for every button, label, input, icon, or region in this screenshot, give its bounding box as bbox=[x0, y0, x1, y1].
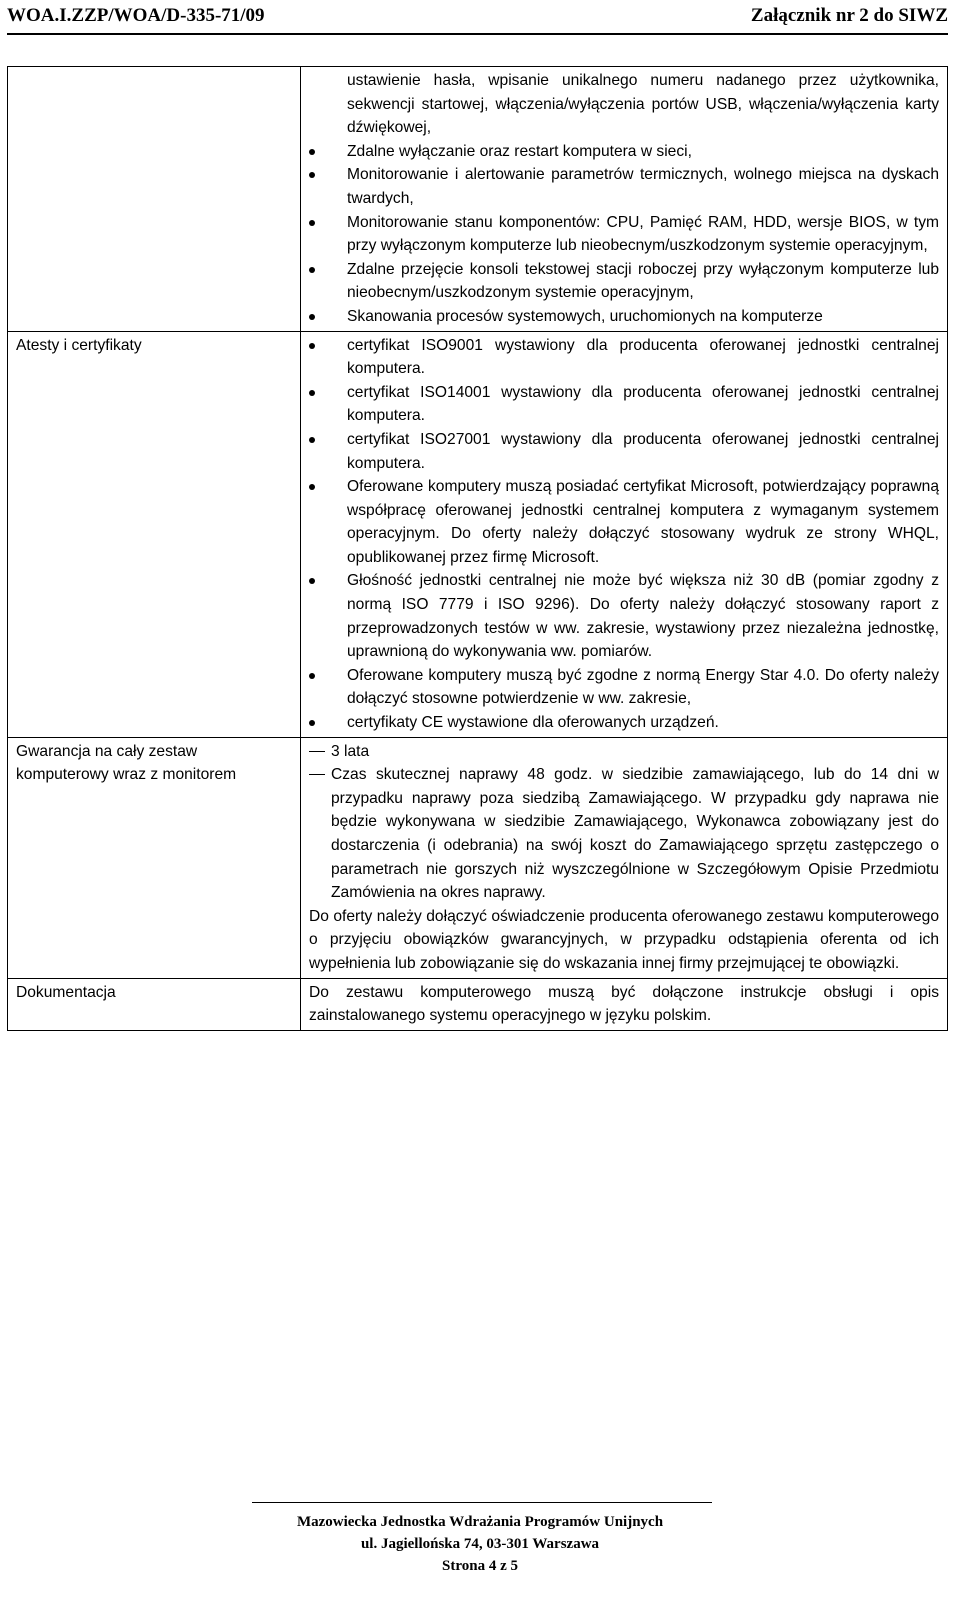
header-divider bbox=[7, 33, 948, 35]
footer-address: ul. Jagiellońska 74, 03-301 Warszawa bbox=[360, 1536, 600, 1552]
specification-table bbox=[7, 66, 948, 1031]
bullet-icon bbox=[309, 267, 315, 273]
bullet-icon bbox=[309, 673, 315, 679]
list-item: certyfikaty CE wystawione dla oferowanych urządzeń. bbox=[309, 711, 939, 735]
bullet-icon bbox=[309, 220, 315, 226]
bullet-icon bbox=[309, 484, 315, 490]
row-label: Atesty i certyfikaty bbox=[8, 331, 301, 737]
list-item: Skanowania procesów systemowych, uruchomionych na komputerze bbox=[309, 305, 939, 329]
table-row bbox=[8, 737, 948, 978]
row-value bbox=[301, 978, 948, 1030]
documentation-text: Do zestawu komputerowego muszą być dołączone instrukcje obsługi i opis zainstalowanego systemu operacyjnego w języku polskim. bbox=[309, 983, 939, 1025]
list-item: Czas skutecznej naprawy 48 godz. w siedzibie zamawiającego, lub do 14 dni w przypadku naprawy poza siedzibą Zamawiającego. W przypadku gdy naprawa nie będzie wykonywana w siedzibie Zamawiającego, Wykonawca zobowiązany jest do dostarczenia (i odebrania) na swój koszt do Zamawiającego sprzętu zastępczego o parametrach nie gorszych niż wyszczególnione w Szczegółowym Opisie Przedmiotu Zamówienia na okres naprawy. bbox=[309, 763, 939, 905]
list-item: Zdalne przejęcie konsoli tekstowej stacji roboczej przy wyłączonym komputerze lub nieobecnym/uszkodzonym systemie operacyjnym, bbox=[309, 258, 939, 305]
list-item: Zdalne wyłączanie oraz restart komputera w sieci, bbox=[309, 140, 939, 164]
document-reference: WOA.I.ZZP/WOA/D-335-71/09 bbox=[7, 5, 265, 26]
bullet-icon bbox=[309, 172, 315, 178]
footer-divider bbox=[252, 1502, 712, 1503]
bullet-icon bbox=[309, 149, 315, 155]
list-item: ustawienie hasła, wpisanie unikalnego numeru nadanego przez użytkownika, sekwencji startowej, włączenia/wyłączenia portów USB, włączenia/wyłączenia karty dźwiękowej, bbox=[347, 72, 939, 137]
table-row bbox=[8, 67, 948, 332]
bullet-icon bbox=[309, 390, 315, 396]
bullet-icon bbox=[309, 314, 315, 320]
row-label: Dokumentacja bbox=[8, 978, 301, 1030]
bullet-icon bbox=[309, 437, 315, 443]
list-item: Głośność jednostki centralnej nie może być większa niż 30 dB (pomiar zgodny z normą ISO 7779 i ISO 9296). Do oferty należy dołączyć stosowany raport z przeprowadzonych testów w ww. zakresie, wystawiony przez niezależna jednostkę, uprawnioną do wykonywania ww. pomiarów. bbox=[309, 569, 939, 663]
list-item: Oferowane komputery muszą być zgodne z normą Energy Star 4.0. Do oferty należy dołączyć stosowne potwierdzenie w ww. zakresie, bbox=[309, 664, 939, 711]
list-item: 3 lata bbox=[309, 740, 939, 764]
bullet-icon bbox=[309, 720, 315, 726]
row-label: Gwarancja na cały zestaw komputerowy wraz z monitorem bbox=[8, 737, 301, 978]
attachment-title: Załącznik nr 2 do SIWZ bbox=[750, 5, 948, 26]
row-value bbox=[301, 331, 948, 737]
list-item: certyfikat ISO14001 wystawiony dla producenta oferowanej jednostki centralnej komputera. bbox=[309, 381, 939, 428]
row-value bbox=[301, 737, 948, 978]
list-item: Oferowane komputery muszą posiadać certyfikat Microsoft, potwierdzający poprawną współpracę oferowanej jednostki centralnej komputera z wymaganym systemem operacyjnym. Do oferty należy dołączyć stosowany wydruk ze strony WHQL, opublikowanej przez firmę Microsoft. bbox=[309, 475, 939, 569]
dash-icon bbox=[309, 751, 325, 752]
bullet-icon bbox=[309, 343, 315, 349]
bullet-list bbox=[309, 334, 939, 735]
dash-list bbox=[309, 740, 939, 905]
table-row bbox=[8, 978, 948, 1030]
list-item: certyfikat ISO27001 wystawiony dla producenta oferowanej jednostki centralnej komputera. bbox=[309, 428, 939, 475]
row-label bbox=[8, 67, 301, 332]
bullet-icon bbox=[309, 578, 315, 584]
footer-organization: Mazowiecka Jednostka Wdrażania Programów Unijnych bbox=[296, 1514, 664, 1530]
list-item: Monitorowanie stanu komponentów: CPU, Pamięć RAM, HDD, wersje BIOS, w tym przy wyłączonym komputerze lub nieobecnym/uszkodzonym systemie operacyjnym, bbox=[309, 211, 939, 258]
page-number: Strona 4 z 5 bbox=[442, 1558, 518, 1574]
table-row bbox=[8, 331, 948, 737]
row-value bbox=[301, 67, 948, 332]
warranty-note: Do oferty należy dołączyć oświadczenie producenta oferowanego zestawu komputerowego o przyjęciu obowiązków gwarancyjnych, w przypadku odstąpienia oferenta od ich wypełnienia lub zobowiązanie się do wskazania innej firmy przejmującej te obowiązki. bbox=[309, 907, 939, 972]
list-item: certyfikat ISO9001 wystawiony dla producenta oferowanej jednostki centralnej komputera. bbox=[309, 334, 939, 381]
bullet-list bbox=[309, 69, 939, 329]
dash-icon bbox=[309, 774, 325, 775]
list-item: Monitorowanie i alertowanie parametrów termicznych, wolnego miejsca na dyskach twardych, bbox=[309, 163, 939, 210]
